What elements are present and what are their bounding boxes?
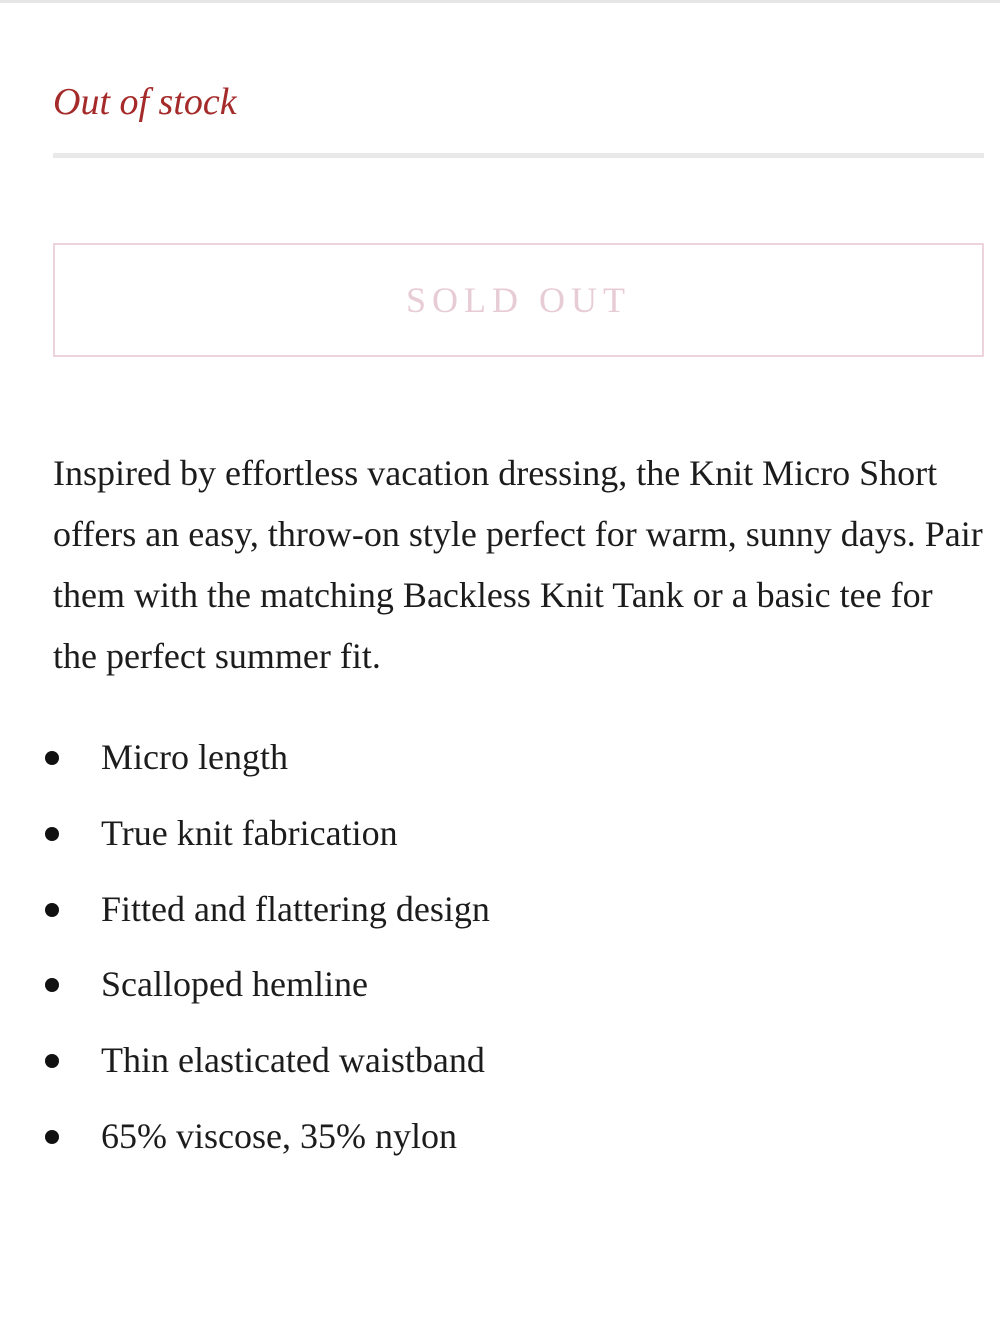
bullet-icon xyxy=(45,827,59,841)
bullet-icon xyxy=(45,978,59,992)
feature-text: Thin elasticated waistband xyxy=(101,1040,485,1081)
feature-text: 65% viscose, 35% nylon xyxy=(101,1115,457,1156)
top-divider xyxy=(0,0,1000,3)
feature-text: True knit fabrication xyxy=(101,812,398,853)
section-divider xyxy=(53,153,984,158)
bullet-icon xyxy=(45,751,59,765)
product-description: Inspired by effortless vacation dressing, the Knit Micro Short offers an easy, throw-on style perfect for warm, sunny days. Pair them with the matching Backless Knit Tank or a basic tee for the perfect summer fit. xyxy=(53,453,983,676)
feature-text: Scalloped hemline xyxy=(101,964,368,1005)
sold-out-button[interactable]: SOLD OUT xyxy=(53,243,984,357)
list-item xyxy=(0,727,1000,803)
list-item xyxy=(0,1030,1000,1106)
bullet-icon xyxy=(45,1054,59,1068)
feature-text: Micro length xyxy=(101,737,288,777)
list-item xyxy=(0,803,1000,879)
stock-status: Out of stock xyxy=(53,81,237,123)
list-item xyxy=(0,954,1000,1030)
bullet-icon xyxy=(45,903,59,917)
bullet-icon xyxy=(45,1130,59,1144)
feature-list xyxy=(0,727,1000,1182)
list-item xyxy=(0,1106,1000,1182)
feature-text: Fitted and flattering design xyxy=(101,888,490,929)
list-item xyxy=(0,879,1000,955)
